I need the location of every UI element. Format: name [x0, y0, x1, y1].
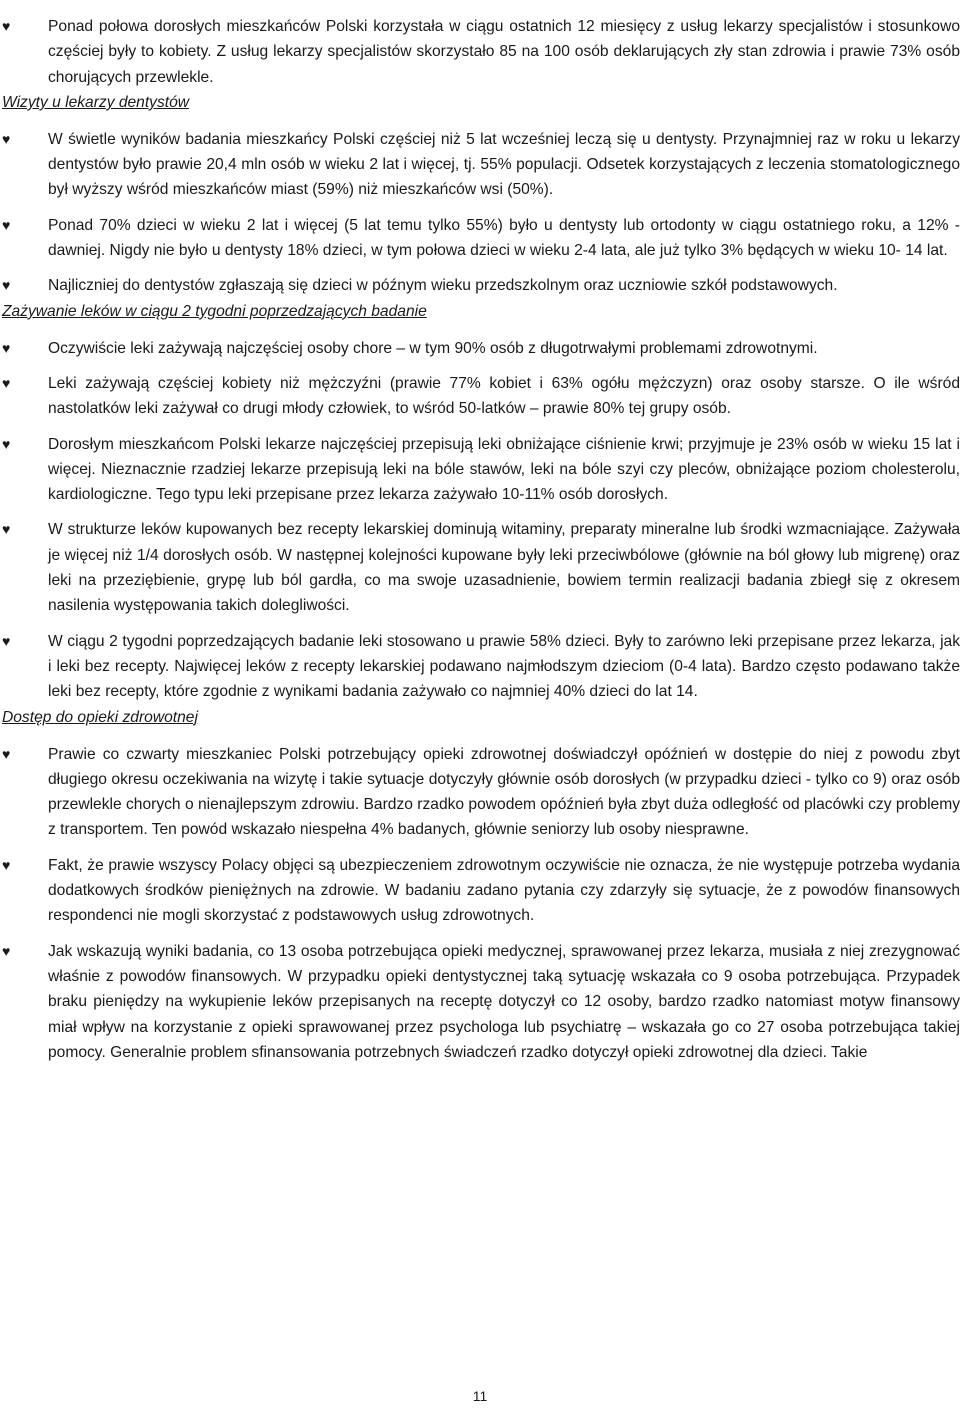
list-item [0, 939, 960, 1065]
paragraph-text: W ciągu 2 tygodni poprzedzających badanie leki stosowano u prawie 58% dzieci. Były to zarówno leki przepisane przez lekarza, jak i leki bez recepty. Najwięcej leków z recepty lekarskiej podawano najmłodszym dzieciom (0-4 lata). Bardzo często podawano także leki bez recepty, które zgodnie z wynikami badania zażywało co najmniej 40% dzieci do lat 14. [48, 632, 960, 701]
heart-bullet-icon: ♥ [2, 216, 11, 233]
paragraph-text: Oczywiście leki zażywają najczęściej osoby chore – w tym 90% osób z długotrwałymi problemami zdrowotnymi. [48, 339, 818, 357]
paragraph-text: Najliczniej do dentystów zgłaszają się dzieci w późnym wieku przedszkolnym oraz uczniowie szkół podstawowych. [48, 277, 838, 295]
heart-bullet-icon: ♥ [2, 435, 11, 452]
paragraph-text: Leki zażywają częściej kobiety niż mężczyźni (prawie 77% kobiet i 63% ogółu mężczyzn) oraz osoby starsze. O ile wśród nastolatków leki zażywał co drugi młody człowiek, to wśród 50-latków – prawie 80% tej grupy osób. [48, 374, 960, 418]
paragraph-text: Ponad połowa dorosłych mieszkańców Polski korzystała w ciągu ostatnich 12 miesięcy z usług lekarzy specjalistów i stosunkowo częściej były to kobiety. Z usług lekarzy specjalistów skorzystało 85 na 100 osób deklarujących zły stan zdrowia i prawie 73% osób chorujących przewlekle. [48, 18, 960, 86]
paragraph-text: W strukturze leków kupowanych bez recepty lekarskiej dominują witaminy, preparaty mineralne lub środki wzmacniające. Zażywała je więcej niż 1/4 dorosłych osób. W następnej kolejności kupowane były leki przeciwbólowe (głównie na ból głowy lub migrenę) oraz leki na przeziębienie, grypę lub ból gardła, co ma swoje uzasadnienie, bowiem termin realizacji badania zbiegł się z okresem nasilenia występowania takich dolegliwości. [48, 521, 960, 615]
list-item [0, 629, 960, 705]
heart-bullet-icon: ♥ [2, 745, 11, 762]
heart-bullet-icon: ♥ [2, 277, 11, 294]
heart-bullet-icon: ♥ [2, 18, 11, 34]
document-body [0, 14, 960, 1065]
heart-bullet-icon: ♥ [2, 856, 11, 873]
paragraph-text: Fakt, że prawie wszyscy Polacy objęci są ubezpieczeniem zdrowotnym oczywiście nie oznacza, że nie występuje potrzeba wydania dodatkowych środków pieniężnych na zdrowie. W badaniu zadano pytania czy zdarzyły się sytuacje, że z powodów finansowych respondenci nie mogli skorzystać z podstawowych usług zdrowotnych. [48, 856, 960, 925]
list-item [0, 273, 960, 298]
list-item [0, 336, 960, 361]
list-item [0, 853, 960, 929]
heart-bullet-icon: ♥ [2, 942, 11, 959]
section-heading-medicines: Zażywanie leków w ciągu 2 tygodni poprzedzających badanie [2, 302, 427, 320]
list-item [0, 517, 960, 618]
paragraph-text: W świetle wyników badania mieszkańcy Polski częściej niż 5 lat wcześniej leczą się u dentysty. Przynajmniej raz w roku u lekarzy dentystów było prawie 20,4 mln osób w wieku 2 lat i więcej, tj. 55% populacji. Odsetek korzystających z leczenia stomatologicznego był wyższy wśród mieszkańców miast (59%) niż mieszkańców wsi (50%). [48, 130, 960, 199]
list-item [0, 432, 960, 508]
section-heading-dentists: Wizyty u lekarzy dentystów [2, 93, 190, 111]
paragraph-text: Dorosłym mieszkańcom Polski lekarze najczęściej przepisują leki obniżające ciśnienie krwi; przyjmuje je 23% osób w wieku 15 lat i więcej. Nieznacznie rzadziej lekarze przepisują leki na bóle stawów, leki na bóle szyi czy pleców, obniżające poziom cholesterolu, kardiologiczne. Tego typu leki przepisane przez lekarza zażywało 10-11% osób dorosłych. [48, 435, 960, 504]
heart-bullet-icon: ♥ [2, 521, 11, 538]
page-number: 11 [472, 1388, 488, 1404]
list-item [0, 371, 960, 422]
list-item [0, 742, 960, 843]
heart-bullet-icon: ♥ [2, 632, 11, 649]
heart-bullet-icon: ♥ [2, 339, 11, 356]
paragraph-text: Ponad 70% dzieci w wieku 2 lat i więcej (5 lat temu tylko 55%) było u dentysty lub ortodonty w ciągu ostatniego roku, a 12% - dawniej. Nigdy nie było u dentysty 18% dzieci, w tym połowa dzieci w wieku 2-4 lata, ale już tylko 3% będących w wieku 10- 14 lat. [48, 216, 960, 260]
paragraph-text: Jak wskazują wyniki badania, co 13 osoba potrzebująca opieki medycznej, sprawowanej przez lekarza, musiała z niej zrezygnować właśnie z powodów finansowych. W przypadku opieki dentystycznej taką sytuację wskazała co 9 osoba potrzebująca. Przypadek braku pieniędzy na wykupienie leków przepisanych na receptę dotyczył co 12 osoby, bardzo rzadko natomiast motyw finansowy miał wpływ na korzystanie z opieki sprawowanej przez psychologa lub psychiatrę – wskazała go co 27 osoba potrzebująca takiej pomocy. Generalnie problem sfinansowania potrzebnych świadczeń rzadko dotyczył opieki zdrowotnej dla dzieci. Takie [48, 942, 960, 1061]
list-item [0, 127, 960, 203]
heart-bullet-icon: ♥ [2, 374, 11, 391]
paragraph-text: Prawie co czwarty mieszkaniec Polski potrzebujący opieki zdrowotnej doświadczył opóźnień w dostępie do niej z powodu zbyt długiego okresu oczekiwania na wizytę i takie sytuacje dotyczyły głównie osób dorosłych (w przypadku dzieci - tylko co 9) oraz osób przewlekle chorych o nienajlepszym zdrowiu. Bardzo rzadko powodem opóźnień była zbyt duża odległość od placówki czy problemy z transportem. Ten powód wskazało niespełna 4% badanych, głównie seniorzy lub osoby niesprawne. [48, 745, 960, 839]
list-item [0, 14, 960, 90]
list-item [0, 213, 960, 264]
section-heading-access: Dostęp do opieki zdrowotnej [2, 708, 198, 726]
heart-bullet-icon: ♥ [2, 130, 11, 147]
